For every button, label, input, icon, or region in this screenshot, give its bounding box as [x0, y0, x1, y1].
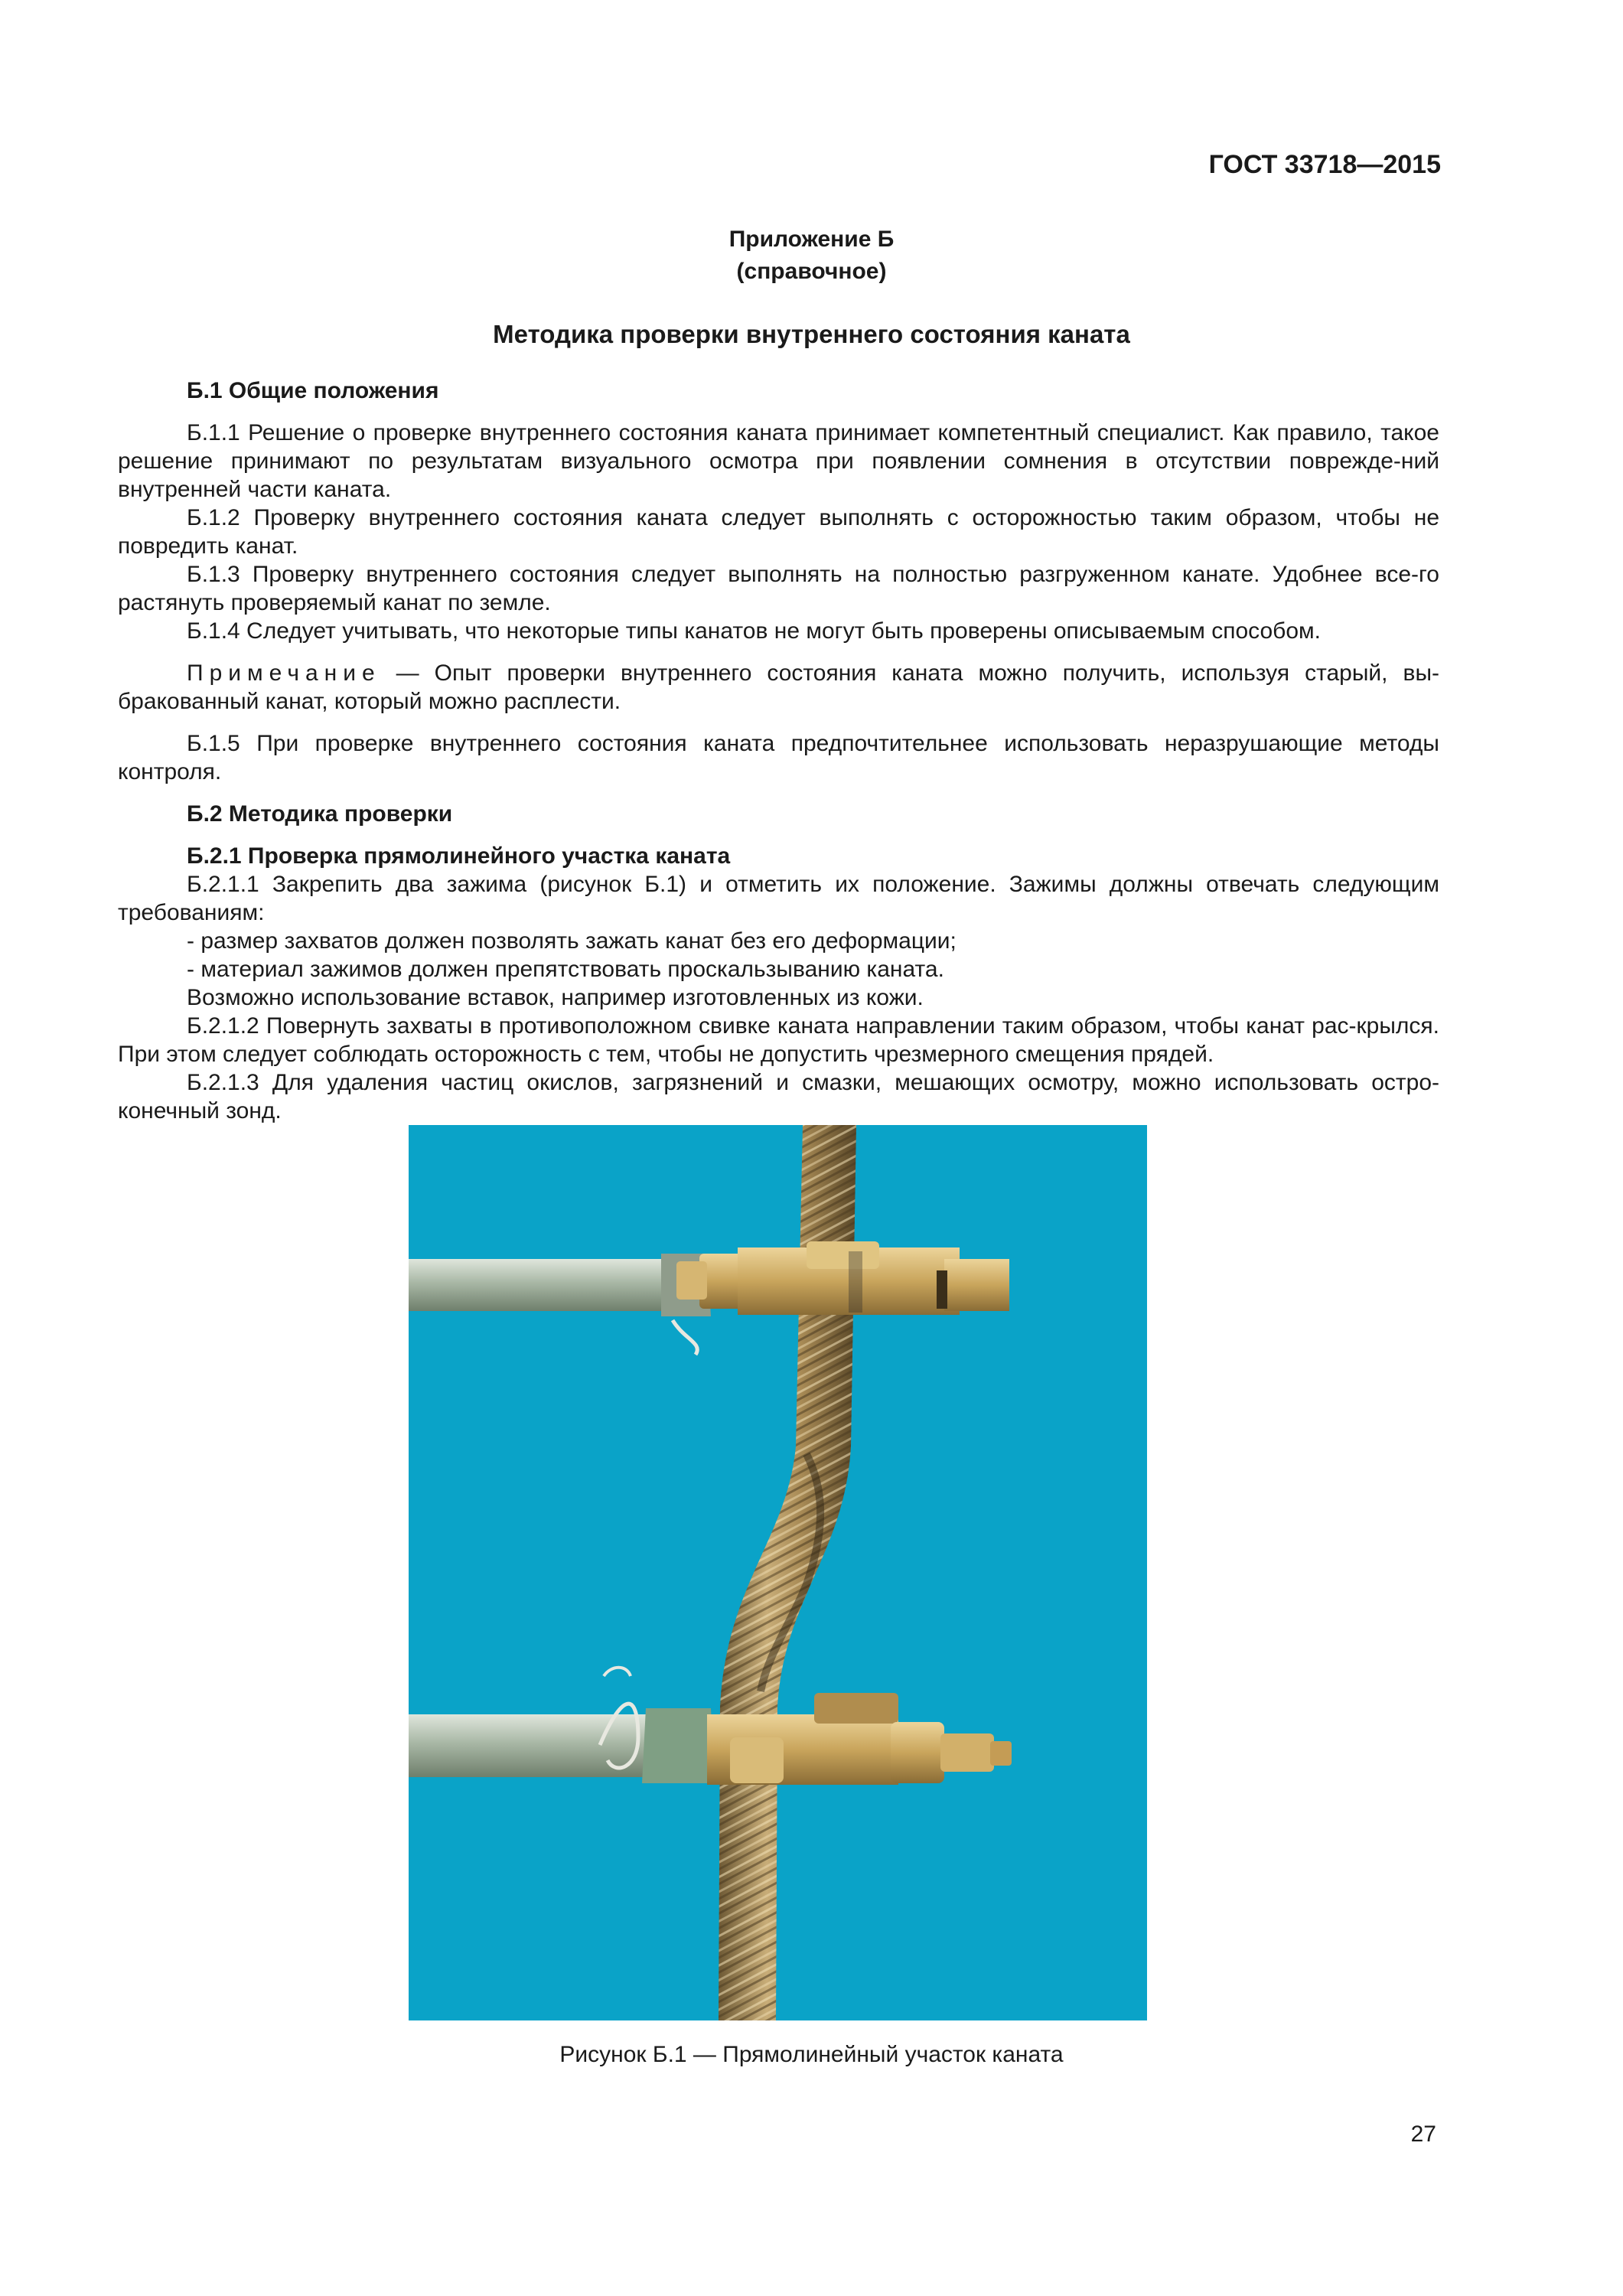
list-item: - размер захватов должен позволять зажать канат без его деформации;: [187, 928, 957, 954]
section-b2-1-heading: Б.2.1 Проверка прямолинейного участка каната: [187, 843, 731, 869]
note-label: Примечание: [187, 660, 381, 686]
paragraph-inserts: Возможно использование вставок, например изготовленных из кожи.: [187, 985, 924, 1010]
figure-rope-clamps: [409, 1125, 1147, 2020]
document-body: [118, 377, 1439, 1125]
paragraph-b1-2: Б.1.2 Проверку внутреннего состояния каната следует выполнять с осторожностью таким образом, чтобы не повредить канат.: [118, 505, 1439, 559]
paragraph-b1-5: Б.1.5 При проверке внутреннего состояния каната предпочтительнее использовать неразрушающие методы контроля.: [118, 731, 1439, 784]
appendix-label: Приложение Б: [728, 227, 895, 252]
section-b2-heading: Б.2 Методика проверки: [187, 801, 453, 827]
appendix-title: Методика проверки внутреннего состояния каната: [493, 320, 1130, 348]
paragraph-b1-4: Б.1.4 Следует учитывать, что некоторые типы канатов не могут быть проверены описываемым способом.: [187, 618, 1321, 644]
rope-photo-illustration: [409, 1125, 1147, 2020]
list-item: - материал зажимов должен препятствовать проскальзыванию каната.: [187, 957, 944, 982]
note-text: — Опыт проверки внутреннего состояния каната можно получить, используя старый, вы-бракованный канат, который можно расплести.: [118, 660, 1439, 714]
paragraph-b1-1: Б.1.1 Решение о проверке внутреннего состояния каната принимает компетентный специалист. Как правило, такое решение принимают по результатам визуального осмотра при появлении сомнения в отсутствии поврежде-ний внутренней части каната.: [118, 420, 1439, 502]
section-b1-heading: Б.1 Общие положения: [187, 378, 439, 403]
page-number: 27: [1410, 2122, 1436, 2147]
paragraph-b2-1-3: Б.2.1.3 Для удаления частиц окислов, загрязнений и смазки, мешающих осмотру, можно использовать остро-конечный зонд.: [118, 1070, 1439, 1124]
paragraph-b2-1-1: Б.2.1.1 Закрепить два зажима (рисунок Б.1) и отметить их положение. Зажимы должны отвечать следующим требованиям:: [118, 872, 1439, 925]
note: [118, 659, 1439, 716]
standard-number: ГОСТ 33718—2015: [1208, 150, 1441, 179]
paragraph-b2-1-2: Б.2.1.2 Повернуть захваты в противоположном свивке каната направлении таким образом, чтобы канат рас-крылся. При этом следует соблюдать осторожность с тем, чтобы не допустить чрезмерного смещения прядей.: [118, 1013, 1439, 1067]
paragraph-b1-3: Б.1.3 Проверку внутреннего состояния следует выполнять на полностью разгруженном канате. Удобнее все-го растянуть проверяемый канат по земле.: [118, 562, 1439, 615]
appendix-type: (справочное): [736, 259, 887, 284]
figure-caption: Рисунок Б.1 — Прямолинейный участок каната: [559, 2042, 1064, 2067]
